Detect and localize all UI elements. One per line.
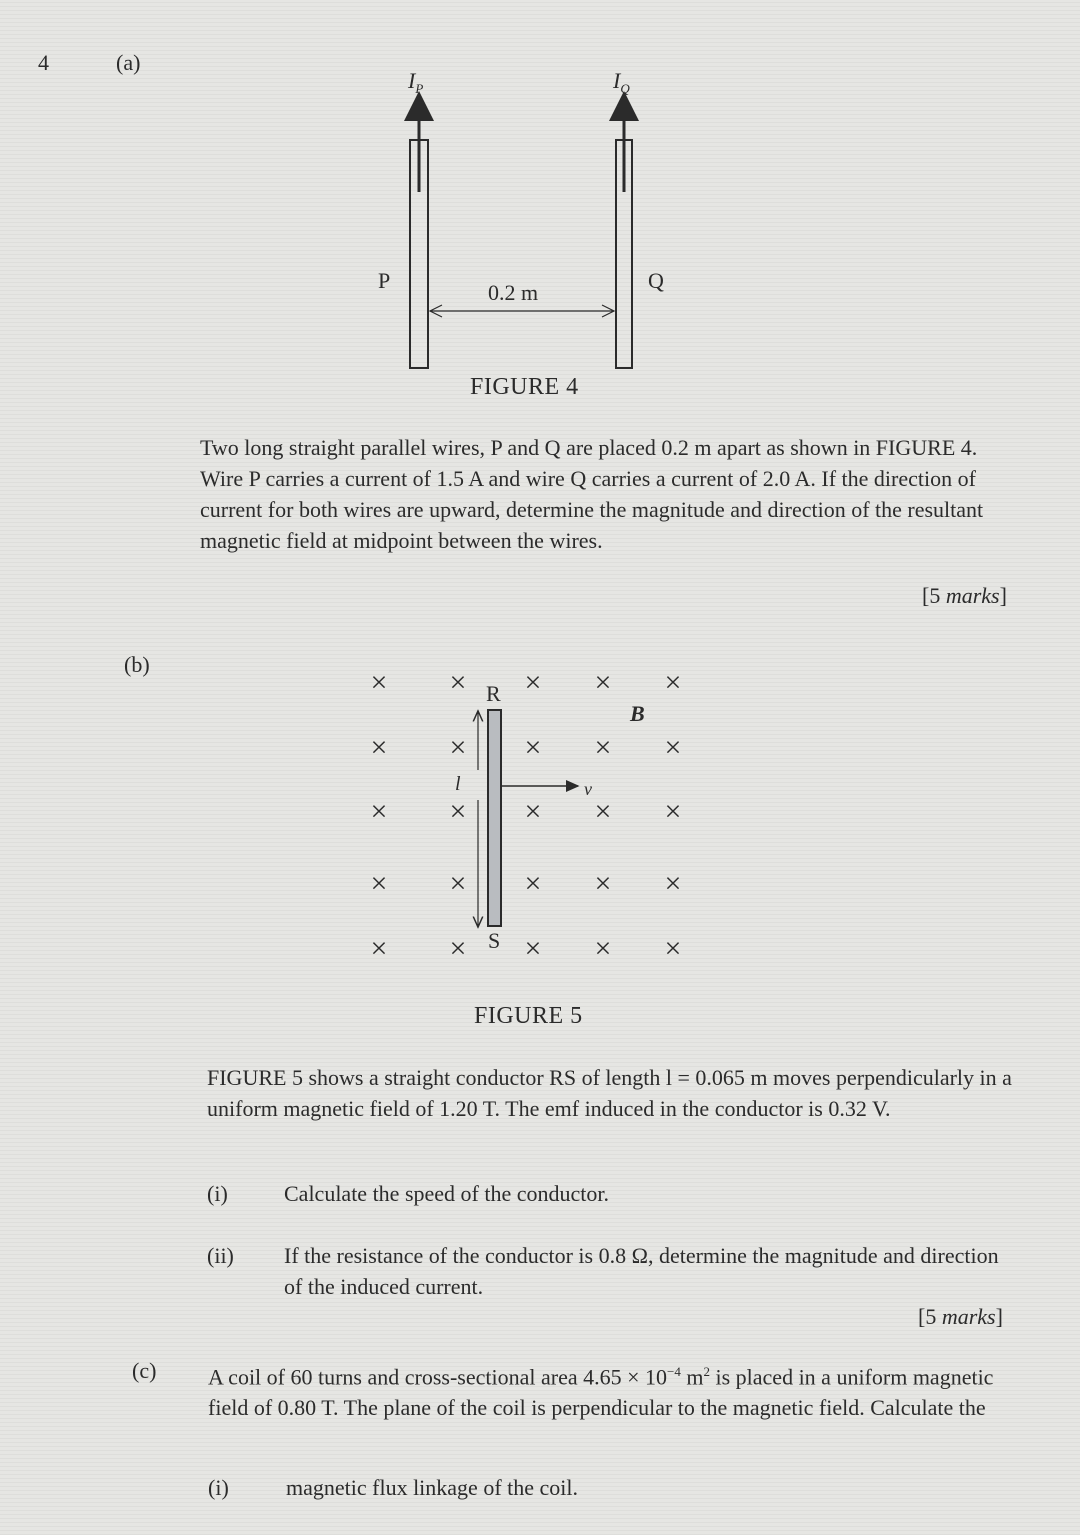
conductor-label-s: S [488, 928, 501, 953]
field-cross: × [594, 795, 612, 828]
part-b-label: (b) [124, 652, 150, 677]
field-cross: × [370, 795, 388, 828]
field-cross: × [524, 731, 542, 764]
part-b-marks: [5 marks] [918, 1304, 1003, 1329]
field-cross: × [449, 932, 467, 965]
figure-5-caption: FIGURE 5 [474, 1003, 583, 1029]
field-cross: × [524, 795, 542, 828]
part-c-sub-i-text: magnetic flux linkage of the coil. [286, 1475, 579, 1500]
field-cross: × [524, 867, 542, 900]
part-a-marks: [5 marks] [922, 583, 1007, 608]
field-cross: × [594, 666, 612, 699]
field-cross: × [664, 666, 682, 699]
part-b-text: FIGURE 5 shows a straight conductor RS of length l = 0.065 m moves perpendicularly in a uniform magnetic field of 1.20 T. The emf induced in the conductor is 0.32 V. [207, 1065, 1012, 1121]
field-cross: × [370, 932, 388, 965]
field-cross: × [370, 666, 388, 699]
field-cross: × [449, 795, 467, 828]
part-c-sub-i-label: (i) [208, 1475, 229, 1500]
separation-label: 0.2 m [488, 280, 539, 305]
field-cross: × [449, 867, 467, 900]
part-a-label: (a) [116, 50, 141, 75]
conductor-rs [488, 710, 501, 926]
current-label-p: $I_P$ [408, 68, 424, 96]
wire-label-q: Q [648, 268, 664, 293]
figure-4-caption: FIGURE 4 [470, 374, 579, 400]
field-label-b: B [630, 701, 645, 726]
length-label: l [455, 773, 461, 795]
part-b-sub-i-label: (i) [207, 1181, 228, 1206]
current-label-q: $I_Q$ [613, 68, 630, 96]
wire-label-p: P [378, 268, 391, 293]
field-cross: × [449, 666, 467, 699]
part-b-sub-i-text: Calculate the speed of the conductor. [284, 1181, 609, 1206]
field-cross: × [594, 932, 612, 965]
field-cross: × [594, 731, 612, 764]
field-cross: × [370, 731, 388, 764]
part-c-label: (c) [132, 1358, 157, 1383]
part-c-text: A coil of 60 turns and cross-sectional area $4.65 \times 10^{-4}$ $m^2$ is placed in a uniform magnetic field of 0.80 T. The plane of the coil is perpendicular to the magnetic field. Calculate the [208, 1364, 994, 1421]
part-a-text: Two long straight parallel wires, P and Q are placed 0.2 m apart as shown in FIGURE 4. Wire P carries a current of 1.5 A and wire Q carries a current of 2.0 A. If the direction of current for both wires are upward, determine the magnitude and direction of the resultant magnetic field at midpoint between the wires. [200, 435, 984, 553]
field-cross: × [664, 867, 682, 900]
field-cross: × [664, 795, 682, 828]
field-cross: × [524, 932, 542, 965]
part-b-sub-ii-text: If the resistance of the conductor is 0.8 Ω, determine the magnitude and direction of the induced current. [284, 1243, 999, 1299]
part-b-sub-ii-label: (ii) [207, 1243, 234, 1268]
field-cross: × [449, 731, 467, 764]
question-number: 4 [38, 50, 49, 75]
field-cross: × [664, 731, 682, 764]
field-cross: × [524, 666, 542, 699]
conductor-label-r: R [486, 681, 501, 706]
field-cross: × [664, 932, 682, 965]
velocity-label: v [584, 779, 592, 799]
field-cross: × [370, 867, 388, 900]
field-cross: × [594, 867, 612, 900]
